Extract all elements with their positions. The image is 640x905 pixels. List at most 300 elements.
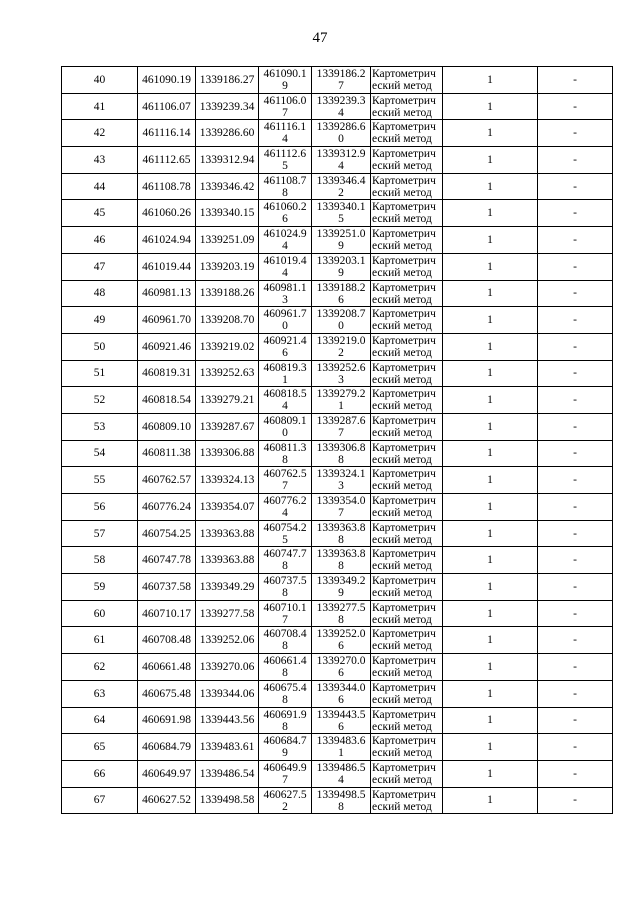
- y-coordinate-alt-cell: [312, 227, 371, 254]
- note: -: [573, 420, 577, 433]
- y-coordinate-alt-cell: [312, 253, 371, 280]
- method-line1: Картометрич: [372, 174, 436, 187]
- table-row: [62, 200, 613, 227]
- method-line1: Картометрич: [372, 441, 436, 454]
- method-line1: Картометрич: [372, 655, 436, 668]
- table-row: [62, 760, 613, 787]
- x-coordinate-alt-line1: 460809.1: [263, 414, 307, 427]
- y-coordinate-alt-line2: 2: [338, 346, 344, 359]
- y-coordinate-alt-line2: 6: [338, 720, 344, 733]
- y-coordinate-alt-line2: 0: [338, 320, 344, 333]
- accuracy-cell: [443, 627, 538, 654]
- point-number-cell: [62, 654, 138, 681]
- note: -: [573, 340, 577, 353]
- x-coordinate-alt-line2: 7: [282, 773, 288, 786]
- note-cell: [538, 547, 613, 574]
- x-coordinate: 461106.07: [142, 100, 191, 113]
- y-coordinate: 1339486.54: [199, 767, 255, 780]
- y-coordinate-cell: [196, 574, 259, 601]
- method-line1: Картометрич: [372, 308, 436, 321]
- method-line1: Картометрич: [372, 708, 436, 721]
- y-coordinate-alt-cell: [312, 520, 371, 547]
- note-cell: [538, 387, 613, 414]
- x-coordinate-alt-cell: [259, 280, 312, 307]
- point-number: 66: [93, 767, 106, 780]
- table-row: [62, 360, 613, 387]
- table-row: [62, 333, 613, 360]
- method-cell: [371, 547, 443, 574]
- x-coordinate-alt-cell: [259, 627, 312, 654]
- method-cell: [371, 147, 443, 174]
- x-coordinate-cell: [138, 413, 196, 440]
- method-line1: Картометрич: [372, 254, 436, 267]
- x-coordinate-alt-line2: 8: [282, 453, 288, 466]
- accuracy-cell: [443, 387, 538, 414]
- table-row: [62, 494, 613, 521]
- x-coordinate: 461024.94: [142, 233, 191, 246]
- method-line2: еский метод: [372, 186, 432, 199]
- accuracy: 1: [487, 527, 493, 540]
- y-coordinate: 1339239.34: [199, 100, 255, 113]
- table-row: [62, 654, 613, 681]
- method-line2: еский метод: [372, 400, 432, 413]
- y-coordinate-cell: [196, 280, 259, 307]
- x-coordinate-alt-line2: 8: [282, 720, 288, 733]
- method-line2: еский метод: [372, 507, 432, 519]
- method-line1: Картометрич: [372, 735, 436, 748]
- x-coordinate-cell: [138, 760, 196, 787]
- x-coordinate-alt-cell: [259, 467, 312, 494]
- x-coordinate-cell: [138, 654, 196, 681]
- x-coordinate-alt-line1: 461090.1: [263, 68, 307, 80]
- x-coordinate-alt-line2: 9: [282, 80, 288, 92]
- note: -: [573, 500, 577, 513]
- accuracy-cell: [443, 734, 538, 761]
- method-line1: Картометрич: [372, 495, 436, 507]
- y-coordinate-alt-line1: 1339346.4: [316, 174, 366, 187]
- x-coordinate-alt-line1: 460627.5: [263, 788, 307, 801]
- method-cell: [371, 253, 443, 280]
- accuracy: 1: [487, 500, 493, 513]
- x-coordinate-alt-cell: [259, 600, 312, 627]
- note: -: [573, 607, 577, 620]
- y-coordinate-cell: [196, 227, 259, 254]
- note-cell: [538, 467, 613, 494]
- x-coordinate-cell: [138, 547, 196, 574]
- point-number: 47: [93, 260, 106, 273]
- note-cell: [538, 227, 613, 254]
- accuracy-cell: [443, 574, 538, 601]
- note-cell: [538, 200, 613, 227]
- x-coordinate-cell: [138, 467, 196, 494]
- method-line2: еский метод: [372, 80, 432, 92]
- method-line1: Картометрич: [372, 788, 436, 801]
- x-coordinate-alt-line2: 7: [282, 106, 288, 119]
- point-number: 44: [93, 180, 106, 193]
- method-cell: [371, 654, 443, 681]
- x-coordinate-alt-cell: [259, 707, 312, 734]
- y-coordinate-cell: [196, 253, 259, 280]
- method-cell: [371, 734, 443, 761]
- point-number: 52: [93, 394, 106, 407]
- note-cell: [538, 173, 613, 200]
- y-coordinate-alt-cell: [312, 307, 371, 334]
- y-coordinate-cell: [196, 93, 259, 120]
- table-row: [62, 67, 613, 94]
- accuracy-cell: [443, 707, 538, 734]
- note: -: [573, 580, 577, 593]
- method-line1: Картометрич: [372, 121, 436, 134]
- x-coordinate: 460691.98: [142, 714, 191, 727]
- x-coordinate: 460684.79: [142, 741, 191, 754]
- x-coordinate-alt-line1: 460961.7: [263, 308, 307, 321]
- x-coordinate-cell: [138, 307, 196, 334]
- y-coordinate: 1339306.88: [199, 447, 255, 460]
- method-line2: еский метод: [372, 346, 432, 359]
- point-number-cell: [62, 680, 138, 707]
- table-row: [62, 680, 613, 707]
- x-coordinate-alt-line2: 7: [282, 613, 288, 626]
- note-cell: [538, 413, 613, 440]
- y-coordinate: 1339443.56: [199, 714, 255, 727]
- accuracy-cell: [443, 147, 538, 174]
- x-coordinate-alt-cell: [259, 333, 312, 360]
- y-coordinate-alt-line1: 1339287.6: [316, 414, 366, 427]
- x-coordinate: 460737.58: [142, 580, 191, 593]
- y-coordinate: 1339363.88: [199, 527, 255, 540]
- x-coordinate-alt-line1: 460776.2: [263, 495, 307, 507]
- x-coordinate-alt-cell: [259, 227, 312, 254]
- y-coordinate-alt-line2: 1: [338, 747, 344, 760]
- method-cell: [371, 307, 443, 334]
- accuracy: 1: [487, 660, 493, 673]
- x-coordinate-alt-line1: 460649.9: [263, 761, 307, 774]
- point-number: 51: [93, 367, 106, 380]
- x-coordinate: 460818.54: [142, 394, 191, 407]
- y-coordinate-alt-line1: 1339252.0: [316, 628, 366, 641]
- x-coordinate-alt-line1: 461060.2: [263, 201, 307, 214]
- table-row: [62, 547, 613, 574]
- point-number: 67: [93, 794, 106, 807]
- method-line2: еский метод: [372, 587, 432, 600]
- y-coordinate-alt-line1: 1339279.2: [316, 388, 366, 401]
- x-coordinate-alt-cell: [259, 494, 312, 521]
- y-coordinate-alt-line1: 1339349.2: [316, 575, 366, 588]
- y-coordinate: 1339279.21: [199, 394, 255, 407]
- y-coordinate-alt-cell: [312, 93, 371, 120]
- x-coordinate-alt-line1: 460754.2: [263, 521, 307, 534]
- y-coordinate-cell: [196, 333, 259, 360]
- x-coordinate-alt-line2: 0: [282, 320, 288, 333]
- y-coordinate-alt-line2: 3: [338, 480, 344, 493]
- point-number-cell: [62, 734, 138, 761]
- y-coordinate-alt-line1: 1339443.5: [316, 708, 366, 721]
- method-line2: еский метод: [372, 533, 432, 546]
- method-cell: [371, 627, 443, 654]
- note: -: [573, 767, 577, 780]
- note-cell: [538, 494, 613, 521]
- y-coordinate: 1339483.61: [199, 741, 255, 754]
- y-coordinate-alt-cell: [312, 467, 371, 494]
- point-number: 58: [93, 554, 106, 567]
- point-number-cell: [62, 547, 138, 574]
- y-coordinate: 1339346.42: [199, 180, 255, 193]
- x-coordinate-alt-line2: 3: [282, 293, 288, 306]
- y-coordinate: 1339312.94: [199, 153, 255, 166]
- x-coordinate-alt-line2: 2: [282, 800, 288, 813]
- x-coordinate-alt-line2: 6: [282, 213, 288, 226]
- x-coordinate-alt-cell: [259, 200, 312, 227]
- y-coordinate-cell: [196, 787, 259, 814]
- y-coordinate-alt-line2: 6: [338, 640, 344, 653]
- x-coordinate-alt-cell: [259, 120, 312, 147]
- method-line2: еский метод: [372, 106, 432, 119]
- point-number-cell: [62, 253, 138, 280]
- accuracy: 1: [487, 714, 493, 727]
- y-coordinate-alt-line2: 8: [338, 613, 344, 626]
- x-coordinate: 460961.70: [142, 314, 191, 327]
- note-cell: [538, 440, 613, 467]
- point-number: 62: [93, 660, 106, 673]
- x-coordinate-cell: [138, 734, 196, 761]
- note-cell: [538, 93, 613, 120]
- table-row: [62, 600, 613, 627]
- method-line1: Картометрич: [372, 281, 436, 294]
- accuracy-cell: [443, 93, 538, 120]
- y-coordinate-alt-cell: [312, 147, 371, 174]
- y-coordinate-alt-cell: [312, 547, 371, 574]
- note-cell: [538, 760, 613, 787]
- point-number: 56: [93, 500, 106, 513]
- x-coordinate-alt-line2: 8: [282, 693, 288, 706]
- y-coordinate-alt-line2: 6: [338, 293, 344, 306]
- accuracy-cell: [443, 307, 538, 334]
- x-coordinate-alt-cell: [259, 760, 312, 787]
- x-coordinate-cell: [138, 93, 196, 120]
- accuracy: 1: [487, 634, 493, 647]
- note: -: [573, 527, 577, 540]
- accuracy-cell: [443, 494, 538, 521]
- y-coordinate-alt-line2: 9: [338, 587, 344, 600]
- point-number-cell: [62, 93, 138, 120]
- y-coordinate-cell: [196, 627, 259, 654]
- x-coordinate-alt-line2: 4: [282, 266, 288, 279]
- method-cell: [371, 494, 443, 521]
- x-coordinate-alt-cell: [259, 787, 312, 814]
- y-coordinate-cell: [196, 200, 259, 227]
- x-coordinate-alt-line2: 6: [282, 346, 288, 359]
- x-coordinate-alt-cell: [259, 360, 312, 387]
- y-coordinate: 1339252.63: [199, 367, 255, 380]
- accuracy: 1: [487, 367, 493, 380]
- table-row: [62, 440, 613, 467]
- note: -: [573, 314, 577, 327]
- accuracy-cell: [443, 360, 538, 387]
- method-cell: [371, 760, 443, 787]
- method-cell: [371, 680, 443, 707]
- point-number: 63: [93, 687, 106, 700]
- y-coordinate-alt-line1: 1339277.5: [316, 601, 366, 614]
- point-number-cell: [62, 707, 138, 734]
- y-coordinate-alt-line1: 1339324.1: [316, 468, 366, 481]
- y-coordinate-alt-cell: [312, 760, 371, 787]
- note: -: [573, 367, 577, 380]
- method-cell: [371, 574, 443, 601]
- y-coordinate-alt-line2: 4: [338, 773, 344, 786]
- note-cell: [538, 707, 613, 734]
- accuracy: 1: [487, 420, 493, 433]
- x-coordinate-alt-cell: [259, 654, 312, 681]
- note: -: [573, 153, 577, 166]
- y-coordinate-cell: [196, 680, 259, 707]
- y-coordinate-alt-line2: 5: [338, 213, 344, 226]
- method-line1: Картометрич: [372, 361, 436, 374]
- y-coordinate-alt-line2: 8: [338, 533, 344, 546]
- x-coordinate-alt-line2: 4: [282, 507, 288, 519]
- method-line2: еский метод: [372, 800, 432, 813]
- point-number-cell: [62, 494, 138, 521]
- accuracy: 1: [487, 260, 493, 273]
- y-coordinate-alt-line2: 9: [338, 240, 344, 253]
- x-coordinate-cell: [138, 574, 196, 601]
- y-coordinate-alt-line1: 1339186.2: [316, 68, 366, 80]
- method-line2: еский метод: [372, 213, 432, 226]
- method-line1: Картометрич: [372, 468, 436, 481]
- point-number: 57: [93, 527, 106, 540]
- y-coordinate-alt-line2: 8: [338, 453, 344, 466]
- x-coordinate-alt-cell: [259, 253, 312, 280]
- y-coordinate-cell: [196, 547, 259, 574]
- table-body: [62, 67, 613, 814]
- y-coordinate-alt-line1: 1339203.1: [316, 254, 366, 267]
- note: -: [573, 714, 577, 727]
- table-row: [62, 147, 613, 174]
- table-row: [62, 467, 613, 494]
- x-coordinate-alt-line1: 461024.9: [263, 228, 307, 241]
- y-coordinate-cell: [196, 307, 259, 334]
- method-line2: еский метод: [372, 693, 432, 706]
- accuracy: 1: [487, 687, 493, 700]
- note: -: [573, 474, 577, 487]
- x-coordinate-alt-line2: 4: [282, 133, 288, 146]
- coordinates-table: [61, 66, 613, 814]
- x-coordinate-cell: [138, 707, 196, 734]
- y-coordinate-cell: [196, 147, 259, 174]
- y-coordinate-alt-line2: 7: [338, 507, 344, 519]
- method-line2: еский метод: [372, 560, 432, 573]
- y-coordinate-alt-line2: 8: [338, 800, 344, 813]
- x-coordinate-alt-line1: 460819.3: [263, 361, 307, 374]
- point-number-cell: [62, 200, 138, 227]
- note: -: [573, 260, 577, 273]
- y-coordinate: 1339340.15: [199, 207, 255, 220]
- accuracy-cell: [443, 680, 538, 707]
- y-coordinate-cell: [196, 734, 259, 761]
- page-number: 47: [312, 30, 328, 46]
- y-coordinate-alt-line2: 2: [338, 186, 344, 199]
- x-coordinate-alt-cell: [259, 307, 312, 334]
- accuracy-cell: [443, 200, 538, 227]
- x-coordinate-alt-cell: [259, 520, 312, 547]
- x-coordinate-alt-line2: 8: [282, 560, 288, 573]
- y-coordinate-cell: [196, 120, 259, 147]
- method-line2: еский метод: [372, 373, 432, 386]
- point-number-cell: [62, 173, 138, 200]
- x-coordinate: 460627.52: [142, 794, 191, 807]
- accuracy: 1: [487, 287, 493, 300]
- point-number-cell: [62, 440, 138, 467]
- x-coordinate-cell: [138, 120, 196, 147]
- table-row: [62, 280, 613, 307]
- y-coordinate-cell: [196, 760, 259, 787]
- x-coordinate: 460809.10: [142, 420, 191, 433]
- x-coordinate: 460649.97: [142, 767, 191, 780]
- note-cell: [538, 120, 613, 147]
- y-coordinate-alt-cell: [312, 707, 371, 734]
- y-coordinate-alt-line2: 4: [338, 160, 344, 173]
- note: -: [573, 554, 577, 567]
- x-coordinate-cell: [138, 520, 196, 547]
- y-coordinate-alt-line2: 7: [338, 80, 344, 92]
- x-coordinate-alt-line2: 5: [282, 533, 288, 546]
- y-coordinate-alt-line2: 7: [338, 426, 344, 439]
- point-number-cell: [62, 760, 138, 787]
- accuracy: 1: [487, 207, 493, 220]
- y-coordinate-alt-cell: [312, 413, 371, 440]
- point-number: 54: [93, 447, 106, 460]
- y-coordinate-alt-line2: 0: [338, 133, 344, 146]
- y-coordinate: 1339344.06: [199, 687, 255, 700]
- x-coordinate-alt-line2: 8: [282, 186, 288, 199]
- method-cell: [371, 333, 443, 360]
- table-row: [62, 707, 613, 734]
- x-coordinate-alt-line1: 460981.1: [263, 281, 307, 294]
- x-coordinate-cell: [138, 440, 196, 467]
- table-row: [62, 253, 613, 280]
- y-coordinate-cell: [196, 654, 259, 681]
- note-cell: [538, 333, 613, 360]
- y-coordinate-alt-cell: [312, 200, 371, 227]
- x-coordinate-alt-line2: 8: [282, 587, 288, 600]
- y-coordinate: 1339286.60: [199, 127, 255, 140]
- x-coordinate-alt-line2: 4: [282, 240, 288, 253]
- y-coordinate-alt-line1: 1339363.8: [316, 521, 366, 534]
- accuracy-cell: [443, 600, 538, 627]
- method-line1: Картометрич: [372, 521, 436, 534]
- table-row: [62, 413, 613, 440]
- method-line2: еский метод: [372, 667, 432, 680]
- note-cell: [538, 280, 613, 307]
- method-line2: еский метод: [372, 613, 432, 626]
- x-coordinate-alt-line1: 460691.9: [263, 708, 307, 721]
- y-coordinate-alt-line1: 1339219.0: [316, 334, 366, 347]
- accuracy-cell: [443, 547, 538, 574]
- accuracy-cell: [443, 440, 538, 467]
- method-line2: еский метод: [372, 720, 432, 733]
- y-coordinate-alt-line2: 6: [338, 693, 344, 706]
- point-number-cell: [62, 360, 138, 387]
- x-coordinate-alt-cell: [259, 173, 312, 200]
- x-coordinate-cell: [138, 280, 196, 307]
- point-number-cell: [62, 333, 138, 360]
- note: -: [573, 794, 577, 807]
- table-row: [62, 520, 613, 547]
- x-coordinate-cell: [138, 787, 196, 814]
- x-coordinate-alt-line1: 460737.5: [263, 575, 307, 588]
- x-coordinate: 460708.48: [142, 634, 191, 647]
- y-coordinate-alt-cell: [312, 680, 371, 707]
- y-coordinate-alt-cell: [312, 574, 371, 601]
